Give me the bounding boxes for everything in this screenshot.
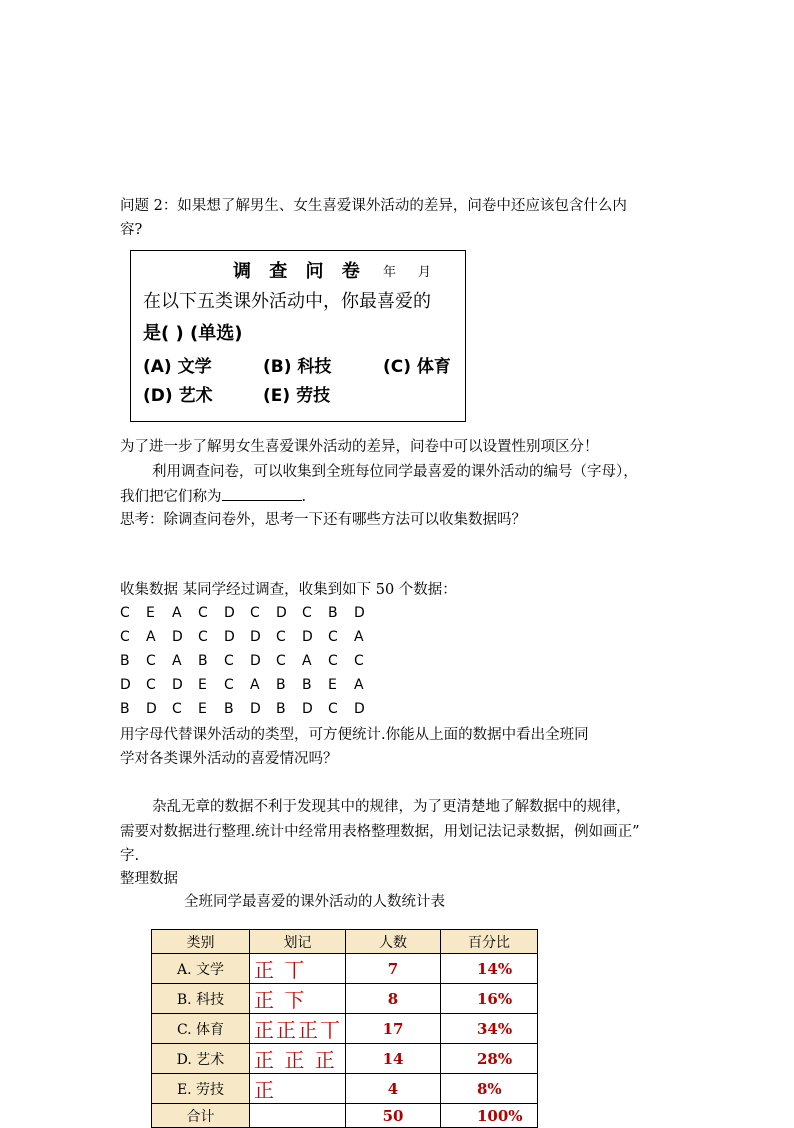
- letter-cell: A: [146, 629, 156, 645]
- letter-cell: E: [198, 677, 207, 693]
- letter-cell: C: [328, 653, 338, 669]
- letter-cell: C: [198, 629, 208, 645]
- letter-cell: C: [146, 653, 156, 669]
- letter-cell: B: [198, 653, 208, 669]
- letters-note-2: 学对各类课外活动的喜爱情况吗？: [120, 751, 338, 767]
- letter-cell: C: [302, 605, 312, 621]
- percent-cell: 8%: [441, 1074, 538, 1104]
- letter-cell: D: [276, 605, 287, 621]
- letter-cell: D: [224, 605, 235, 621]
- letter-cell: A: [172, 653, 182, 669]
- survey-option-b: (B) 科技: [263, 357, 332, 377]
- tally-cell: 正: [250, 1074, 346, 1104]
- count-cell: 8: [346, 984, 441, 1014]
- table-row: [152, 984, 538, 1014]
- table-row: [152, 1074, 538, 1104]
- percent-cell: 34%: [441, 1014, 538, 1044]
- organize-heading: 整理数据: [120, 871, 178, 887]
- letter-cell: B: [120, 653, 130, 669]
- tally-cell: 正 丅: [250, 954, 346, 984]
- letter-row: [120, 605, 380, 621]
- survey-date: [383, 261, 453, 280]
- survey-question-line-2: 是( ) (单选): [143, 323, 243, 344]
- letter-cell: C: [354, 653, 364, 669]
- table-row: [152, 1044, 538, 1074]
- count-cell: 4: [346, 1074, 441, 1104]
- question-2-line-2: 容?: [120, 222, 143, 238]
- letter-cell: D: [224, 629, 235, 645]
- letter-cell: C: [172, 701, 182, 717]
- letter-cell: D: [302, 629, 313, 645]
- letter-cell: D: [250, 701, 261, 717]
- question-2-line-1: 问题 2：如果想了解男生、女生喜爱课外活动的差异，问卷中还应该包含什么内: [120, 198, 627, 214]
- collect-line-2: [120, 486, 306, 507]
- letter-cell: A: [354, 629, 364, 645]
- survey-option-c: (C) 体育: [383, 357, 451, 377]
- count-cell: 17: [346, 1014, 441, 1044]
- answer-blank: [222, 486, 302, 501]
- percent-cell: 16%: [441, 984, 538, 1014]
- category-cell: C. 体育: [152, 1014, 250, 1044]
- gender-note: 为了进一步了解男女生喜爱课外活动的差异，问卷中可以设置性别项区分！: [120, 439, 599, 455]
- letter-cell: D: [146, 701, 157, 717]
- table-row: [152, 954, 538, 984]
- letter-row: [120, 701, 380, 717]
- category-cell: B. 科技: [152, 984, 250, 1014]
- letter-cell: C: [328, 701, 338, 717]
- collect-line-2-prefix: 我们把它们称为: [120, 489, 222, 505]
- collect-line-2-suffix: .: [301, 489, 307, 505]
- tally-cell: [250, 1104, 346, 1128]
- letter-cell: B: [120, 701, 130, 717]
- table-title: 全班同学最喜爱的课外活动的人数统计表: [184, 894, 445, 910]
- header-count: 人数: [346, 930, 441, 954]
- header-percent: 百分比: [441, 930, 538, 954]
- survey-option-d: (D) 艺术: [143, 386, 213, 406]
- collect-data-heading: 收集数据 某同学经过调查，收集到如下 50 个数据：: [120, 582, 457, 598]
- letter-cell: A: [302, 653, 312, 669]
- percent-cell: 100%: [441, 1104, 538, 1128]
- survey-option-a: (A) 文学: [143, 357, 212, 377]
- count-cell: 14: [346, 1044, 441, 1074]
- tally-cell: 正正正丅: [250, 1014, 346, 1044]
- organize-line-2: 需要对数据进行整理.统计中经常用表格整理数据，用划记法记录数据，例如画正”: [120, 824, 640, 840]
- table-total-row: [152, 1104, 538, 1128]
- percent-cell: 14%: [441, 954, 538, 984]
- letter-cell: C: [224, 653, 234, 669]
- letter-cell: A: [172, 605, 182, 621]
- letter-cell: C: [224, 677, 234, 693]
- letters-note-1: 用字母代替课外活动的类型，可方便统计.你能从上面的数据中看出全班同: [120, 727, 589, 743]
- letter-cell: E: [146, 605, 155, 621]
- organize-line-1: 杂乱无章的数据不利于发现其中的规律，为了更清楚地了解数据中的规律，: [152, 799, 631, 815]
- letter-cell: B: [276, 701, 286, 717]
- letter-cell: B: [224, 701, 234, 717]
- percent-cell: 28%: [441, 1044, 538, 1074]
- letter-row: [120, 677, 380, 693]
- letter-cell: C: [146, 677, 156, 693]
- survey-questionnaire-box: [130, 250, 466, 422]
- letter-row: [120, 653, 380, 669]
- letter-cell: B: [302, 677, 312, 693]
- tally-cell: 正 下: [250, 984, 346, 1014]
- category-cell: A. 文学: [152, 954, 250, 984]
- letter-cell: E: [328, 677, 337, 693]
- count-cell: 50: [346, 1104, 441, 1128]
- stats-table: [151, 929, 538, 1128]
- letter-cell: E: [198, 701, 207, 717]
- letter-cell: C: [120, 605, 130, 621]
- think-question: 思考：除调查问卷外，思考一下还有哪些方法可以收集数据吗？: [120, 512, 526, 528]
- organize-line-3: 字.: [120, 848, 140, 864]
- tally-cell: 正 正 正: [250, 1044, 346, 1074]
- letter-cell: C: [276, 653, 286, 669]
- letter-cell: B: [276, 677, 286, 693]
- letter-cell: C: [250, 605, 260, 621]
- count-cell: 7: [346, 954, 441, 984]
- letter-cell: D: [250, 629, 261, 645]
- letter-cell: D: [354, 701, 365, 717]
- letter-cell: C: [120, 629, 130, 645]
- letter-cell: C: [276, 629, 286, 645]
- letter-cell: B: [328, 605, 338, 621]
- survey-year: 年: [383, 265, 397, 280]
- header-category: 类别: [152, 930, 250, 954]
- letter-cell: C: [198, 605, 208, 621]
- letter-cell: D: [172, 677, 183, 693]
- letter-cell: D: [250, 653, 261, 669]
- survey-month: 月: [418, 265, 432, 280]
- survey-title: 调 查 问 卷: [233, 261, 366, 282]
- letter-cell: D: [172, 629, 183, 645]
- header-tally: 划记: [250, 930, 346, 954]
- survey-option-e: (E) 劳技: [263, 386, 331, 406]
- survey-question-line-1: 在以下五类课外活动中，你最喜爱的: [143, 291, 431, 312]
- letter-cell: A: [354, 677, 364, 693]
- letter-cell: D: [354, 605, 365, 621]
- collect-line-1: 利用调查问卷，可以收集到全班每位同学最喜爱的课外活动的编号（字母），: [152, 464, 638, 480]
- table-header-row: [152, 930, 538, 954]
- table-row: [152, 1014, 538, 1044]
- letter-row: [120, 629, 380, 645]
- category-cell: D. 艺术: [152, 1044, 250, 1074]
- category-cell: 合计: [152, 1104, 250, 1128]
- letter-cell: A: [250, 677, 260, 693]
- letter-cell: D: [302, 701, 313, 717]
- category-cell: E. 劳技: [152, 1074, 250, 1104]
- letter-cell: D: [120, 677, 131, 693]
- letter-cell: C: [328, 629, 338, 645]
